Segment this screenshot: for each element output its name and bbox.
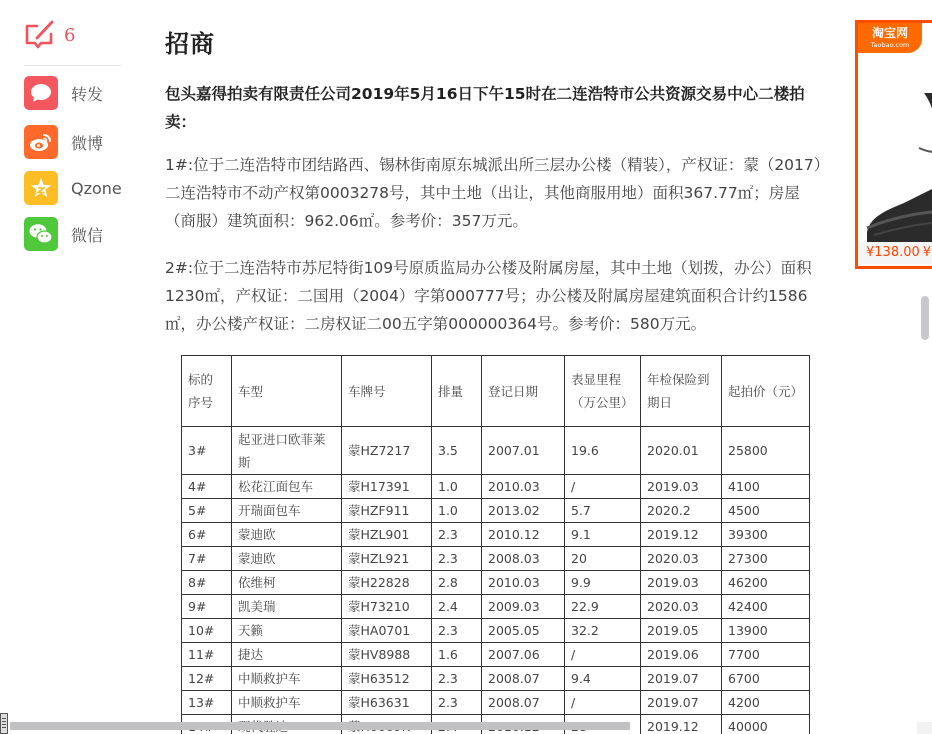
table-cell: 4500 (722, 499, 810, 523)
qzone-icon (24, 171, 58, 205)
table-cell: 19.6 (565, 427, 641, 475)
vehicle-table (181, 355, 810, 734)
table-cell: 天籁 (232, 619, 342, 643)
horizontal-scrollbar-track[interactable] (917, 722, 932, 734)
table-cell: 4# (182, 475, 232, 499)
table-cell: / (565, 475, 641, 499)
table-cell: 25800 (722, 427, 810, 475)
table-cell: 中顺救护车 (232, 691, 342, 715)
weibo-icon (24, 125, 58, 159)
table-cell: 22.9 (565, 595, 641, 619)
header-cell: 排量 (432, 356, 482, 427)
share-label: Qzone (71, 178, 122, 198)
table-cell: 蒙迪欧 (232, 547, 342, 571)
table-cell: 9.4 (565, 667, 641, 691)
table-row (182, 523, 810, 547)
vertical-scrollbar-thumb[interactable] (921, 296, 929, 340)
share-wechat[interactable] (24, 217, 124, 251)
table-cell: 捷达 (232, 643, 342, 667)
page-menu-icon[interactable] (0, 713, 8, 734)
table-cell: 2008.07 (482, 667, 565, 691)
table-cell: 2019.05 (641, 619, 722, 643)
table-cell: 2007.01 (482, 427, 565, 475)
table-cell: 3# (182, 427, 232, 475)
table-cell: 蒙H73210 (342, 595, 432, 619)
table-cell: 2.3 (432, 691, 482, 715)
share-label: 转发 (71, 84, 104, 104)
table-cell: 46200 (722, 571, 810, 595)
table-header-row (182, 356, 810, 427)
share-weibo[interactable] (24, 125, 124, 159)
table-cell: 2019.03 (641, 475, 722, 499)
table-cell: 2010.03 (482, 475, 565, 499)
table-cell: 20 (565, 547, 641, 571)
table-cell: 1.0 (432, 475, 482, 499)
header-cell: 车型 (232, 356, 342, 427)
table-cell: 1.0 (432, 499, 482, 523)
share-label: 微信 (71, 225, 104, 245)
table-cell: 2010.12 (482, 523, 565, 547)
table-cell: 2013.02 (482, 499, 565, 523)
repost-icon (24, 76, 58, 110)
table-cell: 39300 (722, 523, 810, 547)
table-cell: 2019.12 (641, 523, 722, 547)
table-cell: / (565, 643, 641, 667)
table-cell: 7700 (722, 643, 810, 667)
table-cell: 蒙HZF911 (342, 499, 432, 523)
header-cell: 年检保险到期日 (641, 356, 722, 427)
comment-edit-icon (24, 17, 56, 53)
table-cell: 蒙H22828 (342, 571, 432, 595)
wechat-icon (24, 217, 58, 251)
table-cell: 13900 (722, 619, 810, 643)
table-row (182, 667, 810, 691)
table-cell: 9# (182, 595, 232, 619)
table-cell: 2010.03 (482, 571, 565, 595)
table-cell: 凯美瑞 (232, 595, 342, 619)
table-cell: 2019.03 (641, 571, 722, 595)
table-row (182, 571, 810, 595)
article-paragraph: 1#:位于二连浩特市团结路西、锡林街南原东城派出所三层办公楼（精装），产权证：蒙（2017）二连浩特市不动产权第0003278号，其中土地（出让，其他商服用地）面积367.77㎡；房屋（商服）建筑面积：962.06㎡。参考价：357万元。 (165, 156, 830, 230)
header-cell: 起拍价（元） (722, 356, 810, 427)
taobao-logo: 淘宝网 Taobao.com (858, 23, 922, 53)
table-cell: 3.5 (432, 427, 482, 475)
product-image (864, 93, 932, 243)
table-cell: 2008.03 (482, 547, 565, 571)
header-cell: 标的序号 (182, 356, 232, 427)
table-cell: 40000 (722, 715, 810, 734)
header-cell: 登记日期 (482, 356, 565, 427)
table-cell: 2.3 (432, 547, 482, 571)
table-cell: 2020.01 (641, 427, 722, 475)
table-cell: 4100 (722, 475, 810, 499)
table-cell: 2.4 (432, 595, 482, 619)
table-row (182, 619, 810, 643)
table-cell: 松花江面包车 (232, 475, 342, 499)
page-title: 招商 (165, 30, 215, 58)
table-cell: 10# (182, 619, 232, 643)
table-cell: 12# (182, 667, 232, 691)
table-row (182, 595, 810, 619)
table-cell: 6700 (722, 667, 810, 691)
table-cell: 13# (182, 691, 232, 715)
table-cell: 9.1 (565, 523, 641, 547)
table-cell: 5# (182, 499, 232, 523)
table-cell: 蒙HZL921 (342, 547, 432, 571)
table-cell: 蒙HZ7217 (342, 427, 432, 475)
table-cell: 4200 (722, 691, 810, 715)
table-row (182, 691, 810, 715)
table-cell: 蒙H63512 (342, 667, 432, 691)
table-cell: 2019.07 (641, 691, 722, 715)
comment-button[interactable] (24, 18, 124, 52)
table-cell: 2009.03 (482, 595, 565, 619)
table-cell: 蒙HA0701 (342, 619, 432, 643)
table-cell: 开瑞面包车 (232, 499, 342, 523)
table-cell: 27300 (722, 547, 810, 571)
table-cell: 蒙H63631 (342, 691, 432, 715)
table-cell: 2.3 (432, 667, 482, 691)
table-cell: 2020.03 (641, 595, 722, 619)
table-cell: 依维柯 (232, 571, 342, 595)
table-row (182, 475, 810, 499)
table-cell: 7# (182, 547, 232, 571)
table-cell: / (565, 691, 641, 715)
table-cell: 9.9 (565, 571, 641, 595)
table-cell: 1.6 (432, 643, 482, 667)
table-cell: 42400 (722, 595, 810, 619)
table-cell: 8# (182, 571, 232, 595)
table-cell: 蒙HZL901 (342, 523, 432, 547)
table-cell: 2007.06 (482, 643, 565, 667)
table-cell: 32.2 (565, 619, 641, 643)
header-cell: 车牌号 (342, 356, 432, 427)
table-row (182, 427, 810, 475)
table-cell: 11# (182, 643, 232, 667)
table-cell: 5.7 (565, 499, 641, 523)
table-cell: 起亚进口欧菲莱斯 (232, 427, 342, 475)
table-cell: 2020.03 (641, 547, 722, 571)
table-cell: 2020.2 (641, 499, 722, 523)
table-row (182, 547, 810, 571)
table-cell: 2019.07 (641, 667, 722, 691)
table-cell: 2.3 (432, 523, 482, 547)
table-cell: 2019.06 (641, 643, 722, 667)
article-paragraph: 2#:位于二连浩特市苏尼特街109号原质监局办公楼及附属房屋，其中土地（划拨，办公）面积1230㎡，产权证：二国用（2004）字第000777号；办公楼及附属房屋建筑面积合计约1586㎡，办公楼产权证：二房权证二00五字第000000364号。参考价：580万元。 (165, 259, 812, 333)
share-repost[interactable] (24, 76, 124, 110)
share-sidebar (24, 18, 124, 263)
table-cell: 2019.12 (641, 715, 722, 734)
table-row (182, 499, 810, 523)
taobao-ad[interactable] (855, 20, 932, 269)
article-lead: 包头嘉得拍卖有限责任公司2019年5月16日下午15时在二连浩特市公共资源交易中心二楼拍卖： (165, 85, 805, 131)
table-cell: 2005.05 (482, 619, 565, 643)
share-qzone[interactable] (24, 171, 124, 205)
horizontal-scrollbar-thumb[interactable] (10, 722, 630, 730)
table-cell: 蒙迪欧 (232, 523, 342, 547)
table-cell: 2.3 (432, 619, 482, 643)
table-cell: 2008.07 (482, 691, 565, 715)
comment-count: 6 (64, 24, 76, 46)
table-cell: 蒙HV8988 (342, 643, 432, 667)
table-row (182, 643, 810, 667)
divider (24, 65, 121, 66)
header-cell: 表显里程（万公里） (565, 356, 641, 427)
table-cell: 中顺救护车 (232, 667, 342, 691)
share-label: 微博 (71, 133, 104, 153)
table-cell: 蒙H17391 (342, 475, 432, 499)
table-cell: 2.8 (432, 571, 482, 595)
product-price: ¥138.00 ¥ (858, 242, 932, 264)
table-cell: 6# (182, 523, 232, 547)
